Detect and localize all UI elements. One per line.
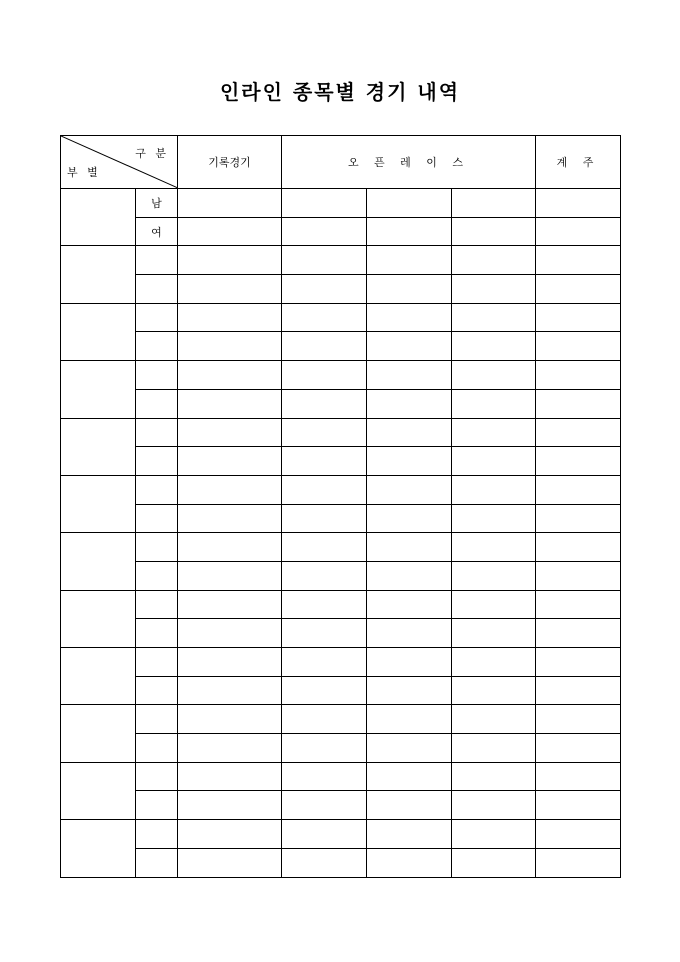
table-row xyxy=(61,332,621,361)
gender-cell xyxy=(136,705,178,734)
relay-cell[interactable] xyxy=(536,791,621,820)
table-row xyxy=(61,475,621,504)
open-race-cell[interactable] xyxy=(367,762,452,791)
division-cell[interactable] xyxy=(61,820,136,877)
page-title: 인라인 종목별 경기 내역 xyxy=(219,80,461,104)
gender-cell xyxy=(136,590,178,619)
open-race-cell[interactable] xyxy=(367,447,452,476)
open-race-cell[interactable] xyxy=(367,648,452,677)
open-race-header: 오 픈 레 이 스 xyxy=(282,136,536,189)
gender-cell: 여 xyxy=(136,217,178,246)
relay-header: 계 주 xyxy=(536,136,621,189)
open-race-cell[interactable] xyxy=(367,791,452,820)
table-row xyxy=(61,217,621,246)
open-race-cell[interactable] xyxy=(282,619,367,648)
division-cell[interactable] xyxy=(61,762,136,819)
record-cell[interactable] xyxy=(178,246,282,275)
record-cell[interactable] xyxy=(178,648,282,677)
open-race-cell[interactable] xyxy=(282,475,367,504)
gender-cell xyxy=(136,447,178,476)
open-race-cell[interactable] xyxy=(282,734,367,763)
record-cell[interactable] xyxy=(178,848,282,877)
table-row xyxy=(61,504,621,533)
table-row xyxy=(61,418,621,447)
gender-cell xyxy=(136,848,178,877)
open-race-cell[interactable] xyxy=(452,361,536,390)
record-cell[interactable] xyxy=(178,762,282,791)
gender-cell xyxy=(136,619,178,648)
record-cell[interactable] xyxy=(178,504,282,533)
open-race-cell[interactable] xyxy=(282,189,367,218)
open-race-cell[interactable] xyxy=(282,791,367,820)
division-header-label: 부 별 xyxy=(67,166,101,179)
open-race-cell[interactable] xyxy=(282,820,367,849)
open-race-cell[interactable] xyxy=(367,734,452,763)
gender-cell xyxy=(136,361,178,390)
open-race-cell[interactable] xyxy=(282,705,367,734)
open-race-cell[interactable] xyxy=(282,275,367,304)
gender-cell xyxy=(136,389,178,418)
relay-cell[interactable] xyxy=(536,619,621,648)
gender-cell xyxy=(136,734,178,763)
relay-cell[interactable] xyxy=(536,705,621,734)
division-cell[interactable] xyxy=(61,361,136,418)
open-race-cell[interactable] xyxy=(452,447,536,476)
open-race-cell[interactable] xyxy=(367,848,452,877)
relay-cell[interactable] xyxy=(536,648,621,677)
open-race-cell[interactable] xyxy=(367,676,452,705)
relay-cell[interactable] xyxy=(536,820,621,849)
open-race-cell[interactable] xyxy=(452,734,536,763)
relay-cell[interactable] xyxy=(536,848,621,877)
record-cell[interactable] xyxy=(178,705,282,734)
open-race-cell[interactable] xyxy=(367,246,452,275)
gender-cell xyxy=(136,303,178,332)
open-race-cell[interactable] xyxy=(282,361,367,390)
open-race-cell[interactable] xyxy=(367,504,452,533)
open-race-cell[interactable] xyxy=(282,303,367,332)
table-row xyxy=(61,590,621,619)
open-race-cell[interactable] xyxy=(452,648,536,677)
open-race-cell[interactable] xyxy=(282,648,367,677)
open-race-cell[interactable] xyxy=(367,619,452,648)
record-cell[interactable] xyxy=(178,619,282,648)
gender-cell xyxy=(136,504,178,533)
open-race-cell[interactable] xyxy=(367,820,452,849)
open-race-cell[interactable] xyxy=(452,590,536,619)
record-cell[interactable] xyxy=(178,303,282,332)
record-cell[interactable] xyxy=(178,275,282,304)
division-cell[interactable] xyxy=(61,590,136,647)
open-race-cell[interactable] xyxy=(282,762,367,791)
relay-cell[interactable] xyxy=(536,217,621,246)
open-race-cell[interactable] xyxy=(452,619,536,648)
table-row xyxy=(61,619,621,648)
open-race-cell[interactable] xyxy=(452,389,536,418)
table-row xyxy=(61,246,621,275)
open-race-cell[interactable] xyxy=(367,705,452,734)
relay-cell[interactable] xyxy=(536,275,621,304)
relay-cell[interactable] xyxy=(536,389,621,418)
open-race-cell[interactable] xyxy=(367,361,452,390)
record-cell[interactable] xyxy=(178,217,282,246)
open-race-cell[interactable] xyxy=(367,389,452,418)
relay-cell[interactable] xyxy=(536,590,621,619)
open-race-cell[interactable] xyxy=(452,676,536,705)
competition-record-table xyxy=(60,135,621,878)
division-cell[interactable] xyxy=(61,303,136,360)
table-row xyxy=(61,734,621,763)
record-cell[interactable] xyxy=(178,734,282,763)
open-race-cell[interactable] xyxy=(282,676,367,705)
open-race-cell[interactable] xyxy=(452,820,536,849)
gender-cell xyxy=(136,820,178,849)
record-cell[interactable] xyxy=(178,189,282,218)
header-row xyxy=(61,136,621,189)
open-race-cell[interactable] xyxy=(367,217,452,246)
record-cell[interactable] xyxy=(178,332,282,361)
open-race-cell[interactable] xyxy=(282,848,367,877)
open-race-cell[interactable] xyxy=(367,332,452,361)
open-race-cell[interactable] xyxy=(452,217,536,246)
gender-cell xyxy=(136,791,178,820)
relay-cell[interactable] xyxy=(536,361,621,390)
record-cell[interactable] xyxy=(178,820,282,849)
gender-cell xyxy=(136,475,178,504)
gender-cell xyxy=(136,762,178,791)
category-header-label: 구 분 xyxy=(135,147,169,160)
gender-cell: 남 xyxy=(136,189,178,218)
relay-cell[interactable] xyxy=(536,447,621,476)
table-row xyxy=(61,361,621,390)
record-cell[interactable] xyxy=(178,561,282,590)
division-header-cell xyxy=(61,136,178,189)
relay-cell[interactable] xyxy=(536,246,621,275)
table-row xyxy=(61,648,621,677)
table-row xyxy=(61,705,621,734)
record-cell[interactable] xyxy=(178,676,282,705)
open-race-cell[interactable] xyxy=(452,332,536,361)
open-race-cell[interactable] xyxy=(282,447,367,476)
open-race-cell[interactable] xyxy=(452,848,536,877)
open-race-cell[interactable] xyxy=(282,389,367,418)
open-race-cell[interactable] xyxy=(452,533,536,562)
record-cell[interactable] xyxy=(178,590,282,619)
open-race-cell[interactable] xyxy=(452,762,536,791)
open-race-cell[interactable] xyxy=(452,189,536,218)
gender-cell xyxy=(136,561,178,590)
gender-cell xyxy=(136,418,178,447)
division-cell[interactable] xyxy=(61,648,136,705)
open-race-cell[interactable] xyxy=(367,418,452,447)
table-row xyxy=(61,389,621,418)
open-race-cell[interactable] xyxy=(282,533,367,562)
open-race-cell[interactable] xyxy=(282,217,367,246)
open-race-cell[interactable] xyxy=(452,791,536,820)
table-row xyxy=(61,848,621,877)
record-cell[interactable] xyxy=(178,533,282,562)
relay-cell[interactable] xyxy=(536,734,621,763)
table-row xyxy=(61,820,621,849)
open-race-cell[interactable] xyxy=(282,504,367,533)
open-race-cell[interactable] xyxy=(452,561,536,590)
division-cell[interactable] xyxy=(61,533,136,590)
open-race-cell[interactable] xyxy=(452,275,536,304)
gender-cell xyxy=(136,648,178,677)
open-race-cell[interactable] xyxy=(452,246,536,275)
open-race-cell[interactable] xyxy=(452,504,536,533)
gender-cell xyxy=(136,246,178,275)
record-cell[interactable] xyxy=(178,447,282,476)
open-race-cell[interactable] xyxy=(452,303,536,332)
table-row xyxy=(61,275,621,304)
division-cell[interactable] xyxy=(61,705,136,762)
relay-cell[interactable] xyxy=(536,475,621,504)
record-cell[interactable] xyxy=(178,361,282,390)
gender-cell xyxy=(136,275,178,304)
record-cell[interactable] xyxy=(178,418,282,447)
division-cell[interactable] xyxy=(61,475,136,532)
relay-cell[interactable] xyxy=(536,561,621,590)
table-row xyxy=(61,676,621,705)
open-race-cell[interactable] xyxy=(367,561,452,590)
table-row xyxy=(61,762,621,791)
division-cell[interactable] xyxy=(61,246,136,303)
open-race-cell[interactable] xyxy=(367,590,452,619)
open-race-cell[interactable] xyxy=(367,533,452,562)
relay-cell[interactable] xyxy=(536,418,621,447)
open-race-cell[interactable] xyxy=(452,705,536,734)
open-race-cell[interactable] xyxy=(367,189,452,218)
record-cell[interactable] xyxy=(178,475,282,504)
relay-cell[interactable] xyxy=(536,332,621,361)
open-race-cell[interactable] xyxy=(367,475,452,504)
relay-cell[interactable] xyxy=(536,303,621,332)
gender-cell xyxy=(136,533,178,562)
open-race-cell[interactable] xyxy=(452,418,536,447)
open-race-cell[interactable] xyxy=(367,303,452,332)
gender-cell xyxy=(136,332,178,361)
open-race-cell[interactable] xyxy=(282,246,367,275)
table-row xyxy=(61,561,621,590)
open-race-cell[interactable] xyxy=(452,475,536,504)
division-cell[interactable] xyxy=(61,418,136,475)
table-row xyxy=(61,303,621,332)
record-race-header: 기록경기 xyxy=(178,136,282,189)
record-cell[interactable] xyxy=(178,791,282,820)
relay-cell[interactable] xyxy=(536,533,621,562)
table-row xyxy=(61,189,621,218)
open-race-cell[interactable] xyxy=(282,332,367,361)
table-row xyxy=(61,791,621,820)
relay-cell[interactable] xyxy=(536,762,621,791)
gender-cell xyxy=(136,676,178,705)
division-cell[interactable] xyxy=(61,189,136,246)
table-row xyxy=(61,447,621,476)
open-race-cell[interactable] xyxy=(282,561,367,590)
open-race-cell[interactable] xyxy=(367,275,452,304)
open-race-cell[interactable] xyxy=(282,418,367,447)
record-cell[interactable] xyxy=(178,389,282,418)
relay-cell[interactable] xyxy=(536,504,621,533)
diagonal-divider xyxy=(61,136,178,188)
relay-cell[interactable] xyxy=(536,676,621,705)
open-race-cell[interactable] xyxy=(282,590,367,619)
relay-cell[interactable] xyxy=(536,189,621,218)
table-row xyxy=(61,533,621,562)
